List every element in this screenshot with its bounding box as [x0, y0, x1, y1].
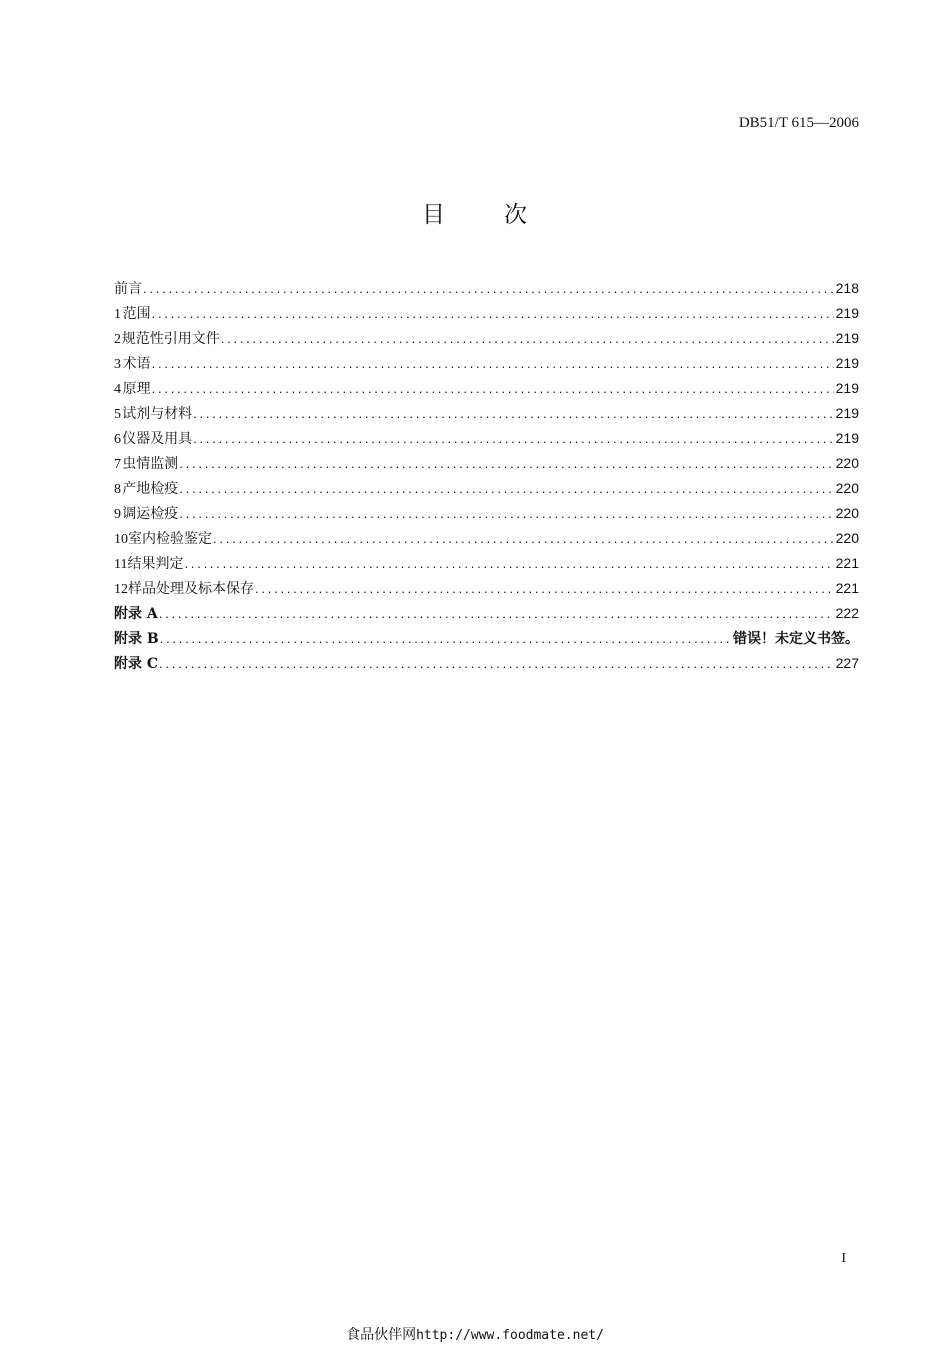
toc-entry-instruments[interactable] — [114, 426, 859, 451]
toc-section-number: 8 — [114, 482, 121, 497]
toc-page-number: 219 — [835, 330, 859, 346]
toc-label: 附录 C — [114, 656, 159, 672]
toc-entry-normative-references[interactable] — [114, 326, 859, 351]
toc-page-number: 219 — [835, 355, 859, 371]
toc-section-number: 10 — [114, 532, 128, 547]
title-part-1: 目 — [422, 202, 446, 228]
toc-page-number: 221 — [835, 555, 859, 571]
toc-page-number: 219 — [835, 380, 859, 396]
toc-page-number: 218 — [835, 280, 859, 296]
toc-section-number: 6 — [114, 432, 121, 447]
toc-entry-terms[interactable] — [114, 351, 859, 376]
dot-leader — [213, 526, 834, 551]
toc-section-number: 2 — [114, 332, 121, 347]
toc-page-number: 220 — [835, 455, 859, 471]
toc-label: 样品处理及标本保存 — [128, 581, 254, 597]
toc-label: 术语 — [122, 356, 151, 372]
dot-leader — [159, 601, 834, 626]
toc-page-number: 220 — [835, 480, 859, 496]
toc-label: 仪器及用具 — [122, 431, 193, 447]
toc-entry-reagents[interactable] — [114, 401, 859, 426]
dot-leader — [159, 651, 834, 676]
dot-leader — [184, 551, 833, 576]
footer — [0, 1326, 950, 1345]
dot-leader — [179, 501, 833, 526]
page-title — [0, 200, 950, 230]
title-part-2: 次 — [504, 202, 528, 228]
toc-section-number: 9 — [114, 507, 121, 522]
toc-label: 范围 — [122, 306, 151, 322]
dot-leader — [152, 351, 834, 376]
toc-entry-appendix-b[interactable] — [114, 626, 859, 651]
dot-leader — [152, 301, 834, 326]
toc-entry-scope[interactable] — [114, 301, 859, 326]
toc-bookmark-error: 错误！未定义书签。 — [733, 631, 859, 647]
toc-label: 室内检验鉴定 — [128, 531, 212, 547]
dot-leader — [152, 376, 834, 401]
toc-page-number: 222 — [835, 605, 859, 621]
toc-page-number: 219 — [835, 405, 859, 421]
toc-entry-foreword[interactable] — [114, 276, 859, 301]
toc-section-number: 11 — [114, 557, 128, 572]
toc-entry-origin-quarantine[interactable] — [114, 476, 859, 501]
toc-entry-sample-handling[interactable] — [114, 576, 859, 601]
toc-entry-lab-inspection[interactable] — [114, 526, 859, 551]
toc-label: 调运检疫 — [122, 506, 179, 522]
dot-leader — [160, 626, 731, 651]
dot-leader — [179, 451, 833, 476]
toc-entry-pest-monitoring[interactable] — [114, 451, 859, 476]
toc-section-number: 5 — [114, 407, 121, 422]
toc-page-number: 221 — [835, 580, 859, 596]
toc-label: 附录 A — [114, 606, 158, 622]
toc-label: 结果判定 — [127, 556, 184, 572]
toc-page-number: 219 — [835, 430, 859, 446]
table-of-contents — [114, 276, 859, 676]
dot-leader — [143, 276, 834, 301]
toc-label: 附录 B — [114, 631, 159, 647]
toc-label: 前言 — [114, 281, 142, 297]
toc-entry-principle[interactable] — [114, 376, 859, 401]
toc-label: 虫情监测 — [122, 456, 179, 472]
toc-section-number: 7 — [114, 457, 121, 472]
toc-page-number: 220 — [835, 505, 859, 521]
footer-site-name: 食品伙伴网 — [346, 1327, 417, 1343]
page-number: I — [841, 1251, 846, 1266]
dot-leader — [255, 576, 834, 601]
toc-label: 规范性引用文件 — [121, 331, 220, 347]
toc-page-number: 219 — [835, 305, 859, 321]
toc-section-number: 3 — [114, 357, 121, 372]
footer-url-link[interactable]: http://www.foodmate.net/ — [416, 1328, 604, 1343]
dot-leader — [193, 426, 834, 451]
toc-page-number: 220 — [835, 530, 859, 546]
dot-leader — [221, 326, 834, 351]
document-code: DB51/T 615—2006 — [738, 115, 859, 131]
toc-section-number: 1 — [114, 307, 121, 322]
toc-entry-transport-quarantine[interactable] — [114, 501, 859, 526]
toc-entry-appendix-a[interactable] — [114, 601, 859, 626]
toc-label: 原理 — [122, 381, 151, 397]
toc-section-number: 12 — [114, 582, 128, 597]
toc-entry-appendix-c[interactable] — [114, 651, 859, 676]
toc-section-number: 4 — [114, 382, 121, 397]
dot-leader — [193, 401, 834, 426]
toc-page-number: 227 — [835, 655, 859, 671]
toc-label: 产地检疫 — [122, 481, 179, 497]
toc-entry-result-judgment[interactable] — [114, 551, 859, 576]
toc-label: 试剂与材料 — [122, 406, 193, 422]
dot-leader — [179, 476, 833, 501]
